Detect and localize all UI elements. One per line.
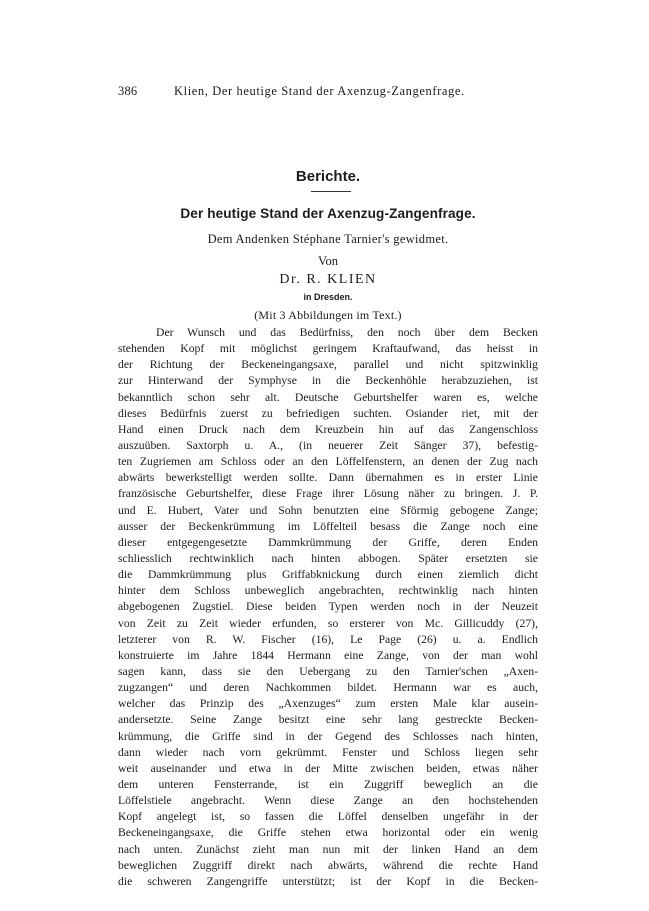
body-line: beweglichen Zuggriff direkt nach abwärts, während die rechte Hand xyxy=(118,858,538,872)
author-name: Dr. R. KLIEN xyxy=(279,272,377,287)
page-number: 386 xyxy=(118,84,138,98)
body-line: nach unten. Zunächst zieht man nun mit der linken Hand an dem xyxy=(118,842,538,856)
section-title: Berichte. xyxy=(295,168,361,185)
body-line: der Richtung der Beckeneingangsaxe, parallel und nicht spitzwinklig xyxy=(118,358,538,372)
body-line: die schweren Zangengriffe unterstützt; ist der Kopf in die Becken- xyxy=(118,874,538,888)
body-line: konstruierte im Jahre 1844 Hermann eine Zange, von der man wohl xyxy=(118,648,538,662)
article-title: Der heutige Stand der Axenzug-Zangenfrage. xyxy=(180,206,476,221)
body-line: ausser der Beckenkrümmung im Löffelteil besass die Zange noch eine xyxy=(118,519,538,533)
body-line: Hand einen Druck nach dem Kreuzbein hin auf das Zangenschloss xyxy=(118,422,538,436)
body-line: dem unteren Fensterrande, ist ein Zuggriff beweglich an die xyxy=(118,777,538,791)
title-divider xyxy=(311,191,351,192)
body-line: zugzangen“ und deren Nachkommen bildet. Hermann war es auch, xyxy=(118,681,538,695)
body-line: und E. Hubert, Vater und Sohn benutzten eine Sförmig gebogene Zange; xyxy=(118,503,538,517)
body-line: bekanntlich schon sehr alt. Deutsche Geburtshelfer waren es, welche xyxy=(118,390,538,404)
body-line: zur Hinterwand der Symphyse in die Beckenhöhle herabzuziehen, ist xyxy=(118,374,538,388)
body-line: dieser entgegengesetzte Dammkrümmung der Griffe, deren Enden xyxy=(118,535,538,549)
body-line: dieses Bedürfnis zuerst zu befriedigen suchten. Osiander riet, mit der xyxy=(118,406,538,420)
body-line: Der Wunsch und das Bedürfniss, den noch über dem Becken xyxy=(156,326,538,339)
running-head-text: Klien, Der heutige Stand der Axenzug-Zangenfrage. xyxy=(174,84,465,98)
body-line: von Zeit zu Zeit wieder erfunden, so ersterer von Mc. Gillicuddy (27), xyxy=(118,616,538,630)
body-line: andersetzte. Seine Zange besitzt eine sehr lang gestreckte Becken- xyxy=(118,713,538,727)
byline-von: Von xyxy=(318,254,338,268)
body-line: sagen kann, dass sie den Uebergang zu den Tarnier'schen „Axen- xyxy=(118,664,538,678)
body-line: abwärts bewerkstelligt werden sollte. Dann übernahmen es in erster Linie xyxy=(118,471,538,485)
body-line: abgebogenen Zugstiel. Diese beiden Typen werden noch in der Neuzeit xyxy=(118,600,538,614)
dedication: Dem Andenken Stéphane Tarnier's gewidmet. xyxy=(207,232,449,246)
body-text xyxy=(118,325,538,890)
author-location: in Dresden. xyxy=(303,292,353,302)
body-line: welcher das Prinzip des „Axenzuges“ zum ersten Male klar ausein- xyxy=(118,697,538,711)
body-line: Löffelstiele angebracht. Wenn diese Zange an den hochstehenden xyxy=(118,794,538,808)
body-line: ten Zugriemen am Schloss oder an den Löffelfenstern, an denen der Zug nach xyxy=(118,455,538,469)
body-line: Kopf angelegt ist, so fassen die Löffel denselben ungefähr in der xyxy=(118,810,538,824)
body-line: Beckeneingangsaxe, die Griffe stehen etwa horizontal oder ein wenig xyxy=(118,826,538,840)
body-line: weit auseinander und etwa in der Mitte zwischen beiden, etwas näher xyxy=(118,761,538,775)
illustrations-note: (Mit 3 Abbildungen im Text.) xyxy=(254,308,402,322)
body-line: dann wieder nach vorn gekrümmt. Fenster und Schloss liegen sehr xyxy=(118,745,538,759)
body-line: auszuüben. Saxtorph u. A., (in neuerer Zeit Sänger 37), befestig- xyxy=(118,438,538,452)
body-line: hinter dem Schloss unbeweglich angebrachten, rechtwinklig nach hinten xyxy=(118,584,538,598)
body-line: krümmung, die Griffe sind in der Gegend des Schlosses nach hinten, xyxy=(118,729,538,743)
body-line: letzterer von R. W. Fischer (16), Le Page (26) u. a. Endlich xyxy=(118,632,538,646)
body-line: die Dammkrümmung plus Griffabknickung durch einen ziemlich dicht xyxy=(118,568,538,582)
body-line: französische Geburtshelfer, diese Frage ihrer Lösung näher zu bringen. J. P. xyxy=(118,487,538,501)
body-line: stehenden Kopf mit möglichst geringem Kraftaufwand, das heisst in xyxy=(118,342,538,356)
body-line: schliesslich rechtwinklich nach hinten abbogen. Später ersetzten sie xyxy=(118,551,538,565)
running-head xyxy=(118,84,538,99)
